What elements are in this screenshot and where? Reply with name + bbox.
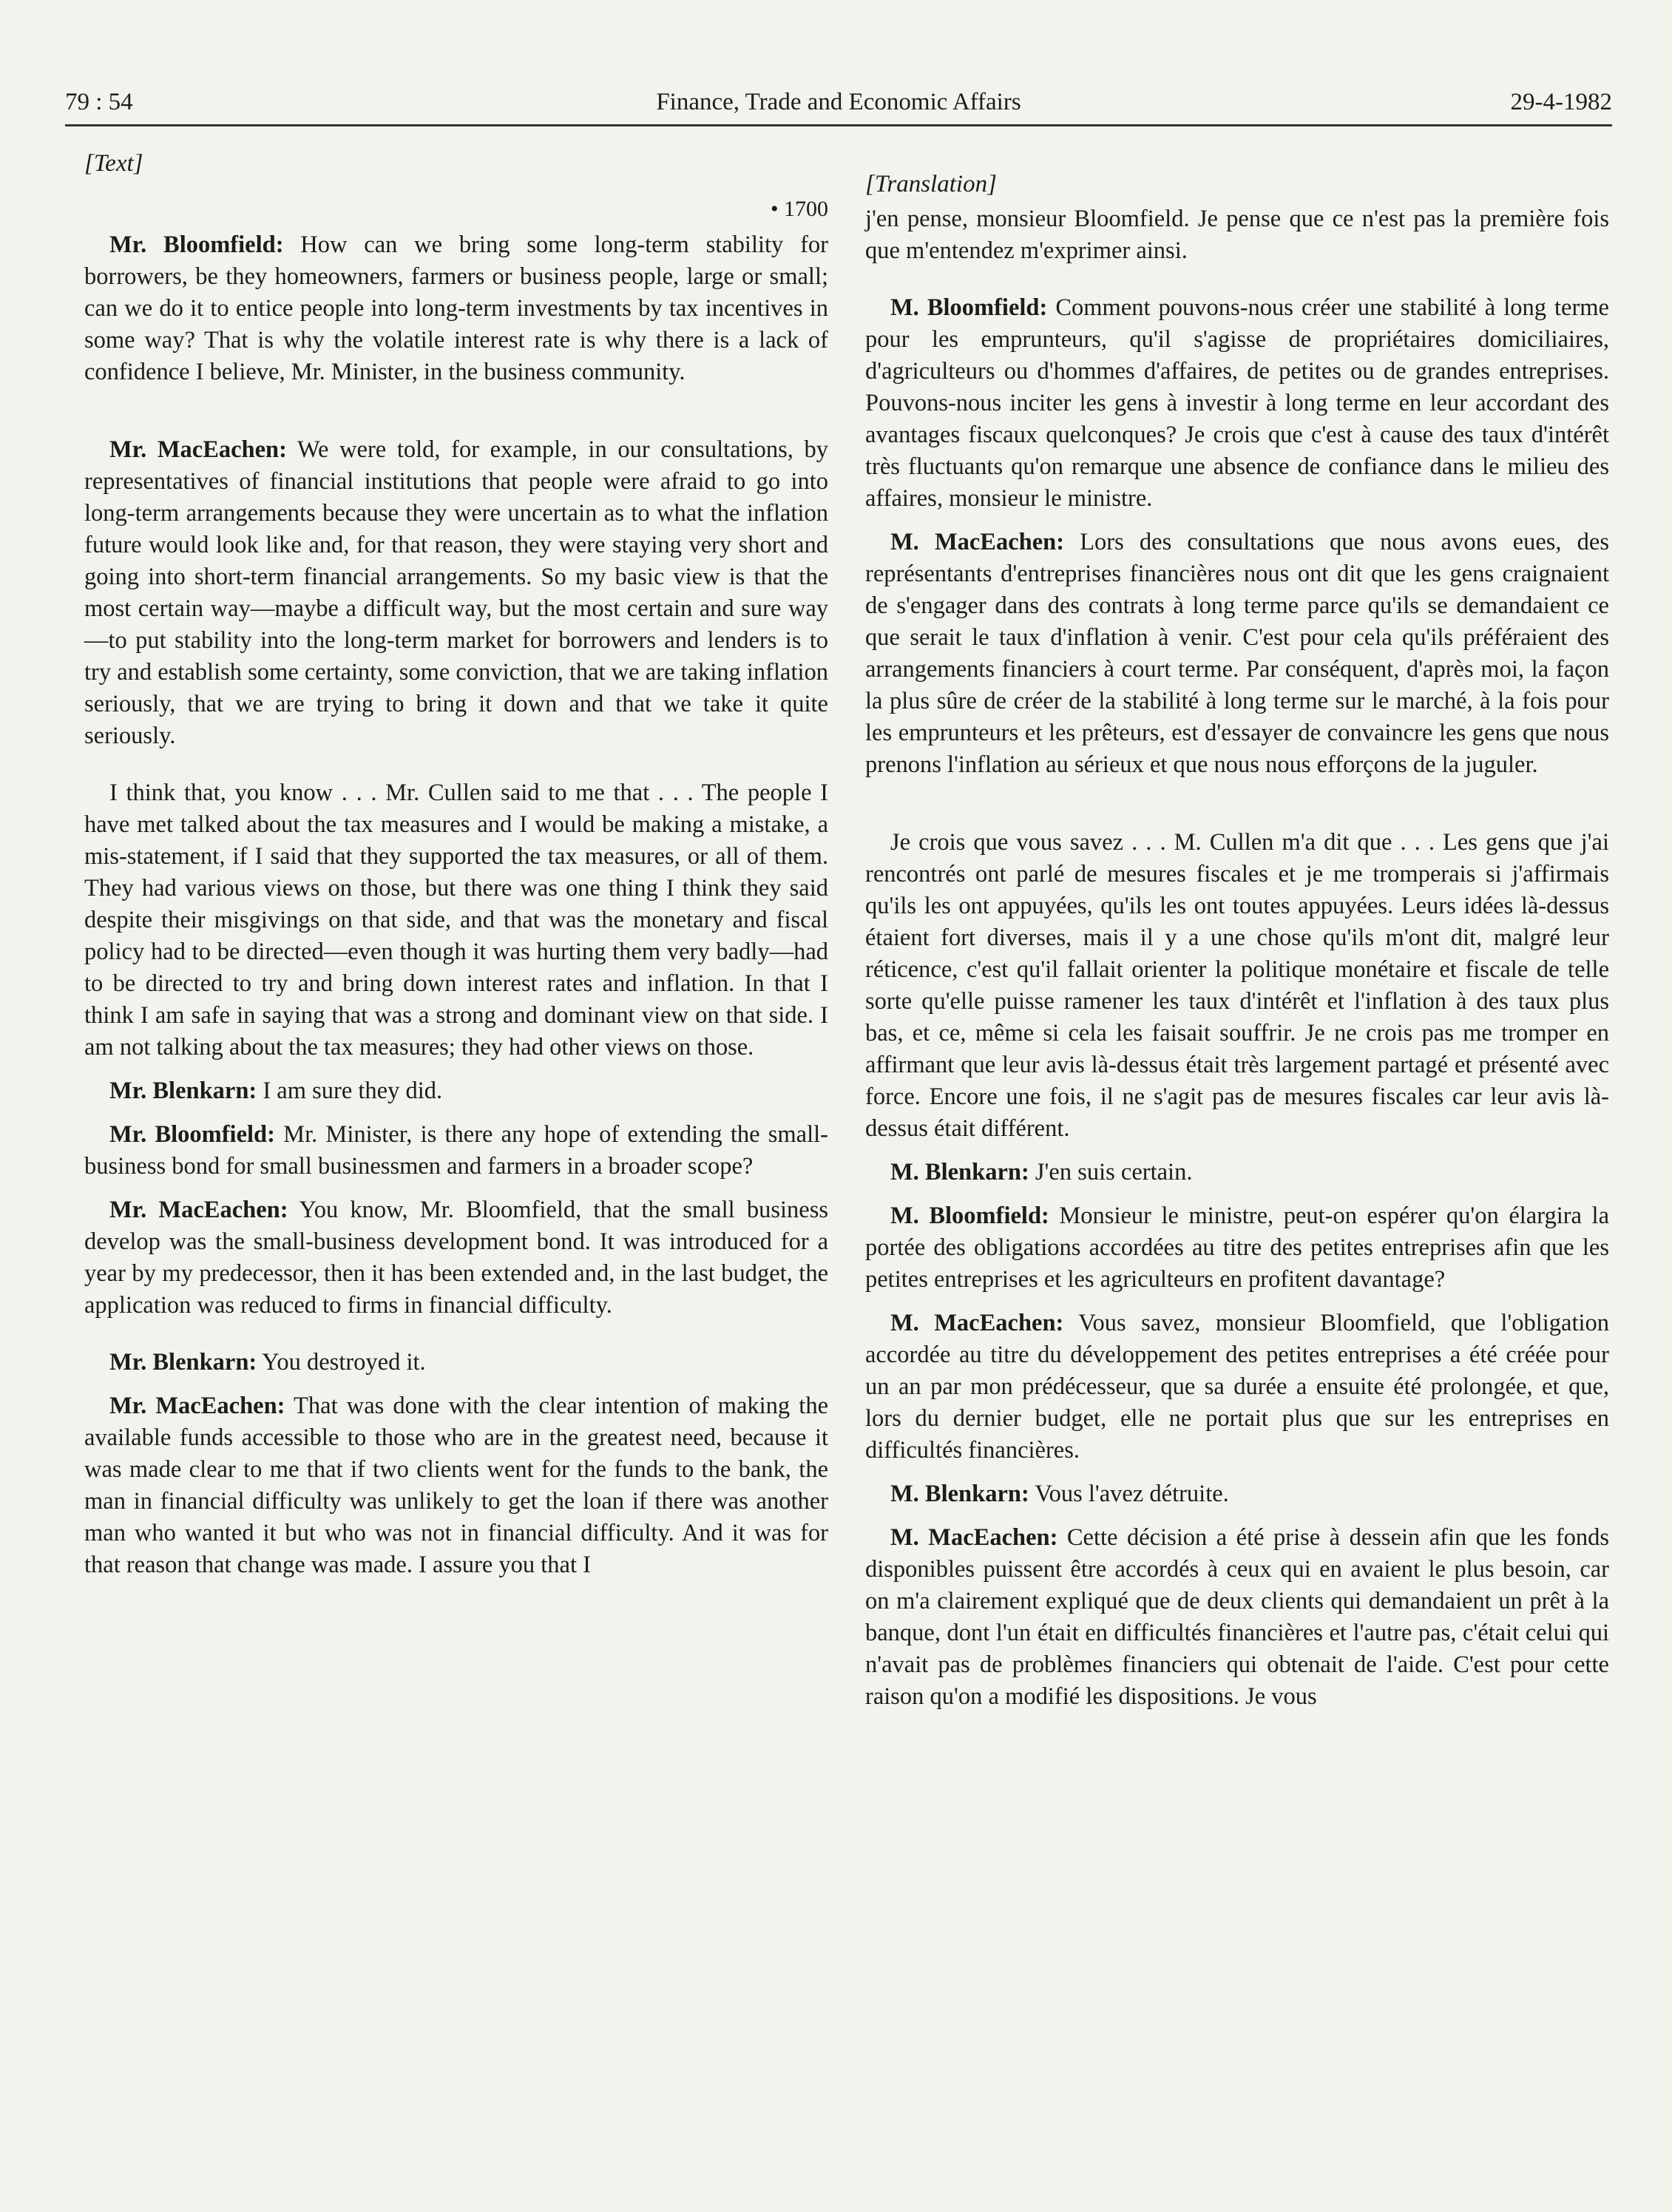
- speaker-name: Mr. Blenkarn:: [109, 1349, 257, 1376]
- paragraph-text: j'en pense, monsieur Bloomfield. Je pense que ce n'est pas la première fois que m'entendez m'exprimer ainsi.: [865, 206, 1609, 264]
- paragraph: [865, 1157, 1609, 1188]
- paragraph: [84, 1347, 828, 1379]
- speaker-name: Mr. MacEachen:: [109, 436, 287, 463]
- paragraph: [84, 1194, 828, 1322]
- paragraph-text: Comment pouvons-nous créer une stabilité à long terme pour les emprunteurs, qu'il s'agisse de propriétaires domiciliaires, d'agriculteurs ou d'hommes d'affaires, de petites ou de grandes entreprises. Pouvons-nous inciter les gens à investir à long terme en leur accordant des avantages fiscaux quelconques? Je crois que c'est à cause des taux d'intérêt très fluctuants qu'on remarque une absence de confiance dans le milieu des affaires, monsieur le ministre.: [865, 294, 1609, 512]
- paragraph: [84, 1390, 828, 1581]
- paragraph: [865, 827, 1609, 1145]
- paragraph: [84, 1075, 828, 1107]
- speaker-name: Mr. Bloomfield:: [109, 231, 284, 258]
- speaker-name: Mr. Blenkarn:: [109, 1078, 257, 1104]
- paragraph-text: Je crois que vous savez . . . M. Cullen m'a dit que . . . Les gens que j'ai rencontrés ont parlé de mesures fiscales et je me tromperais si j'affirmais qu'ils les ont appuyées, qu'ils les ont toutes appuyées. Leurs idées là-dessus étaient fort diverses, mais il y a une chose qu'ils m'ont dit, malgré leur réticence, c'est qu'il fallait orienter la politique monétaire et fiscale de telle sorte qu'elle puisse ramener les taux d'intérêt et l'inflation à des taux plus bas, et ce, même si cela les faisait souffrir. Je ne crois pas me tromper en affirmant que leur avis là-dessus était très largement partagé et présenté avec force. Encore une fois, il ne s'agit pas de mesures fiscales car leur avis là-dessus était différent.: [865, 829, 1609, 1142]
- speaker-name: M. MacEachen:: [890, 1524, 1058, 1551]
- running-title: Finance, Trade and Economic Affairs: [656, 89, 1021, 115]
- text-label: [Text]: [84, 150, 143, 177]
- paragraph-text: We were told, for example, in our consultations, by representatives of financial institutions that people were afraid to go into long-term arrangements because they were uncertain as to what the inflation future would look like and, for that reason, they were staying very short and going into short-term financial arrangements. So my basic view is that the most certain way—maybe a difficult way, but the most certain and sure way—to put stability into the long-term market for borrowers and lenders is to try and establish some certainty, some conviction, that we are taking inflation seriously, that we are trying to bring it down and that we take it quite seriously.: [84, 436, 829, 749]
- paragraph: [84, 229, 828, 388]
- paragraph: [865, 1200, 1609, 1296]
- speaker-name: M. Blenkarn:: [890, 1159, 1029, 1186]
- paragraph: [865, 1308, 1609, 1467]
- speaker-name: M. Bloomfield:: [890, 1203, 1049, 1229]
- paragraph-text: You know, Mr. Bloomfield, that the small business develop was the small-business development bond. It was introduced for a year by my predecessor, then it has been extended and, in the last budget, the application was reduced to firms in financial difficulty.: [84, 1197, 828, 1319]
- page-header: [65, 83, 1612, 126]
- paragraph: [865, 1522, 1609, 1713]
- speaker-name: Mr. MacEachen:: [109, 1393, 285, 1419]
- paragraph-text: You destroyed it.: [257, 1349, 426, 1376]
- french-column: [865, 148, 1609, 1725]
- paragraph-text: I am sure they did.: [257, 1078, 443, 1104]
- speaker-name: Mr. MacEachen:: [109, 1197, 288, 1223]
- paragraph: [865, 527, 1609, 781]
- paragraph-text: That was done with the clear intention of making the available funds accessible to those who are in the greatest need, because it was made clear to me that if two clients went for the funds to the bank, the man in financial difficulty was unlikely to get the loan if there was another man who wanted it but who was not in financial difficulty. And it was for that reason that change was made. I assure you that I: [84, 1393, 828, 1578]
- paragraph-text: I think that, you know . . . Mr. Cullen said to me that . . . The people I have met talked about the tax measures and I would be making a mistake, a mis-statement, if I said that they supported the tax measures, or all of them. They had various views on those, but there was one thing I think they said despite their misgivings on that side, and that was the monetary and fiscal policy had to be directed—even though it was hurting them very badly—had to be directed to try and bring down interest rates and inflation. In that I think I am safe in saying that was a strong and dominant view on that side. I am not talking about the tax measures; they had other views on those.: [84, 779, 828, 1061]
- paragraph-text: Cette décision a été prise à dessein afin que les fonds disponibles puissent être accordés à ceux qui en avaient le plus besoin, car on m'a clairement expliqué que de deux clients qui demandaient un prêt à la banque, dont l'un était en difficultés financières et l'autre pas, c'était celui qui n'avait pas de problèmes financiers qui obtenait de l'aide. C'est pour cette raison qu'on a modifié les dispositions. Je vous: [865, 1524, 1609, 1710]
- english-column: [84, 148, 828, 1593]
- paragraph: [84, 1119, 828, 1183]
- paragraph-text: Lors des consultations que nous avons eues, des représentants d'entreprises financières nous ont dit que les gens craignaient de s'engager dans des contrats à long terme parce qu'ils se demandaient ce que serait le taux d'inflation à venir. C'est pour cela qu'ils préféraient des arrangements financiers à court terme. Par conséquent, d'après moi, la façon la plus sûre de créer de la stabilité à long terme sur le marché, à la fois pour les emprunteurs et les prêteurs, est d'essayer de convaincre les gens que nous prenons l'inflation au sérieux et que nous nous efforçons de la juguler.: [865, 529, 1609, 778]
- page-number: 79 : 54: [65, 89, 133, 115]
- paragraph-text: Vous l'avez détruite.: [1029, 1481, 1229, 1507]
- speaker-name: M. Blenkarn:: [890, 1481, 1029, 1507]
- header-date: 29-4-1982: [1510, 89, 1612, 115]
- speaker-name: M. MacEachen:: [890, 529, 1065, 555]
- paragraph: [865, 1478, 1609, 1510]
- paragraph-text: Mr. Minister, is there any hope of extending the small-business bond for small businessmen and farmers in a broader scope?: [84, 1121, 828, 1180]
- paragraph-text: Vous savez, monsieur Bloomfield, que l'obligation accordée au titre du développement des petites entreprises a été créée pour un an par mon prédécesseur, que sa durée a ensuite été prolongée, et que, lors du dernier budget, elle ne portait plus que sur les entreprises en difficultés financières.: [865, 1310, 1609, 1464]
- paragraph: [84, 777, 828, 1063]
- paragraph-text: Monsieur le ministre, peut-on espérer qu'on élargira la portée des obligations accordées au titre des petites entreprises afin que les petites entreprises et les agriculteurs en profitent davantage?: [865, 1203, 1609, 1293]
- speaker-name: M. MacEachen:: [890, 1310, 1064, 1336]
- speaker-name: Mr. Bloomfield:: [109, 1121, 275, 1148]
- paragraph: [865, 203, 1609, 267]
- speaker-name: M. Bloomfield:: [890, 294, 1048, 321]
- translation-label: [Translation]: [865, 171, 997, 197]
- paragraph: [865, 292, 1609, 515]
- time-marker: • 1700: [770, 197, 828, 221]
- paragraph: [84, 434, 828, 752]
- paragraph-text: J'en suis certain.: [1029, 1159, 1193, 1186]
- paragraph-text: How can we bring some long-term stability for borrowers, be they homeowners, farmers or business people, large or small; can we do it to entice people into long-term investments by tax incentives in some way? That is why the volatile interest rate is why there is a lack of confidence I believe, Mr. Minister, in the business community.: [84, 231, 828, 385]
